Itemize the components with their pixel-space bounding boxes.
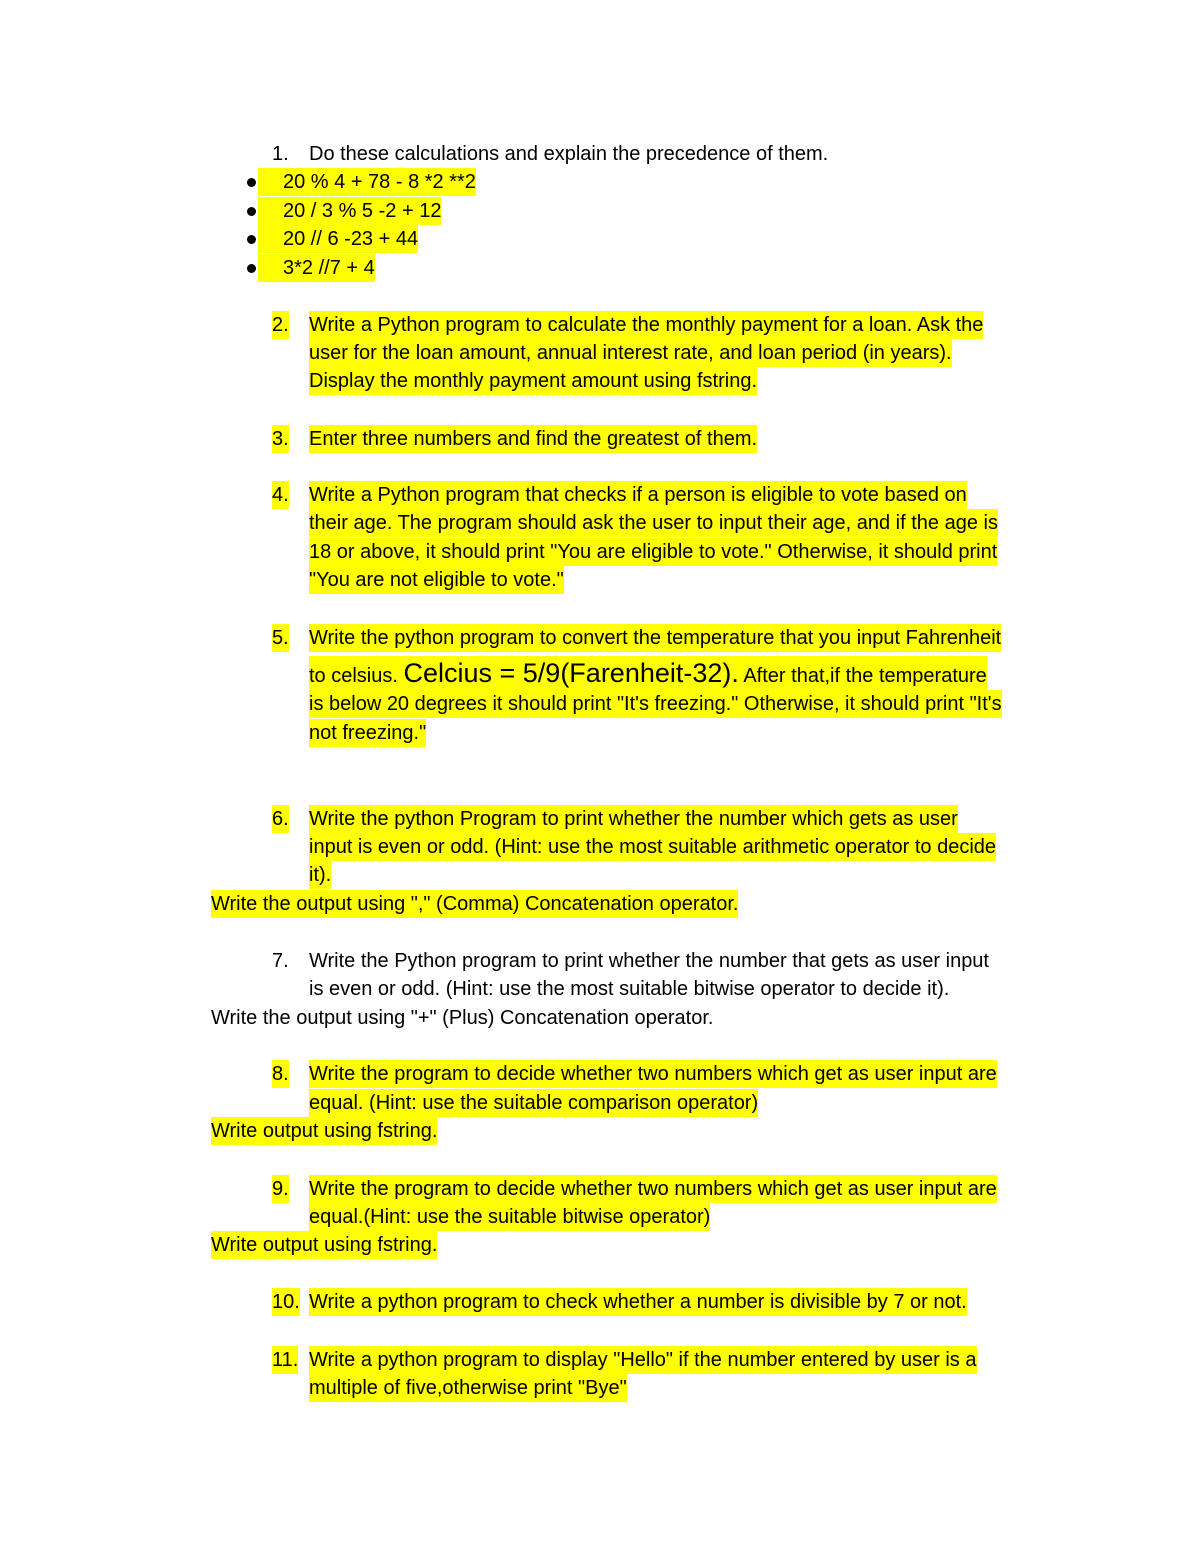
q11-line: Write a python program to display "Hello" if the number entered by user is a [309,1346,977,1374]
q2-line: user for the loan amount, annual interest rate, and loan period (in years). [309,339,952,367]
q5-line [309,656,987,690]
q1-expression: 20 / 3 % 5 -2 + 12 [258,197,441,225]
bullet-icon [247,264,256,273]
q5-number: 5. [272,624,289,652]
q1-expression: 3*2 //7 + 4 [258,254,375,282]
q4-number: 4. [272,481,289,509]
q3-number: 3. [272,425,289,453]
q7-number: 7. [272,950,289,972]
q6-line: it). [309,861,331,889]
q11-number: 11. [272,1346,298,1374]
q1-expression: 20 % 4 + 78 - 8 *2 **2 [258,168,476,196]
q5-line2-post: After that,if the temperature [738,665,987,687]
q2-line: Display the monthly payment amount using fstring. [309,367,757,395]
q4-line: "You are not eligible to vote." [309,566,564,594]
q9-line: Write the program to decide whether two numbers which get as user input are [309,1175,997,1203]
bullet-icon [247,207,256,216]
q5-line2-pre: to celsius. [309,665,404,687]
q6-line: input is even or odd. (Hint: use the most suitable arithmetic operator to decide [309,833,996,861]
q9-output: Write output using fstring. [211,1231,437,1259]
q1-text: Do these calculations and explain the precedence of them. [309,143,829,165]
q8-output: Write output using fstring. [211,1117,437,1145]
q2-line: Write a Python program to calculate the monthly payment for a loan. Ask the [309,311,983,339]
q2-number: 2. [272,311,289,339]
q9-line: equal.(Hint: use the suitable bitwise operator) [309,1203,710,1231]
q5-formula: Celcius = 5/9(Farenheit-32). [403,658,739,688]
q8-line: Write the program to decide whether two numbers which get as user input are [309,1060,997,1088]
q5-line: is below 20 degrees it should print "It's freezing." Otherwise, it should print "It's [309,690,1002,718]
q10-line: Write a python program to check whether a number is divisible by 7 or not. [309,1288,967,1316]
q3-line: Enter three numbers and find the greatest of them. [309,425,757,453]
q4-line: 18 or above, it should print "You are eligible to vote." Otherwise, it should print [309,538,997,566]
q6-line: Write the python Program to print whether the number which gets as user [309,805,958,833]
q5-line: Write the python program to convert the temperature that you input Fahrenheit [309,624,1001,652]
q9-number: 9. [272,1175,289,1203]
q11-line: multiple of five,otherwise print "Bye" [309,1374,627,1402]
q7-output: Write the output using "+" (Plus) Concatenation operator. [211,1007,714,1029]
q1-number: 1. [272,143,289,165]
q4-line: Write a Python program that checks if a person is eligible to vote based on [309,481,967,509]
q8-line: equal. (Hint: use the suitable comparison operator) [309,1089,758,1117]
q5-line: not freezing." [309,719,426,747]
q8-number: 8. [272,1060,289,1088]
q4-line: their age. The program should ask the user to input their age, and if the age is [309,509,998,537]
q6-number: 6. [272,805,289,833]
q7-line: Write the Python program to print whether the number that gets as user input [309,950,989,972]
bullet-icon [247,178,256,187]
q10-number: 10. [272,1288,300,1316]
q7-line: is even or odd. (Hint: use the most suitable bitwise operator to decide it). [309,978,950,1000]
bullet-icon [247,235,256,244]
q1-expression: 20 // 6 -23 + 44 [258,225,418,253]
q6-output: Write the output using "," (Comma) Concatenation operator. [211,890,738,918]
